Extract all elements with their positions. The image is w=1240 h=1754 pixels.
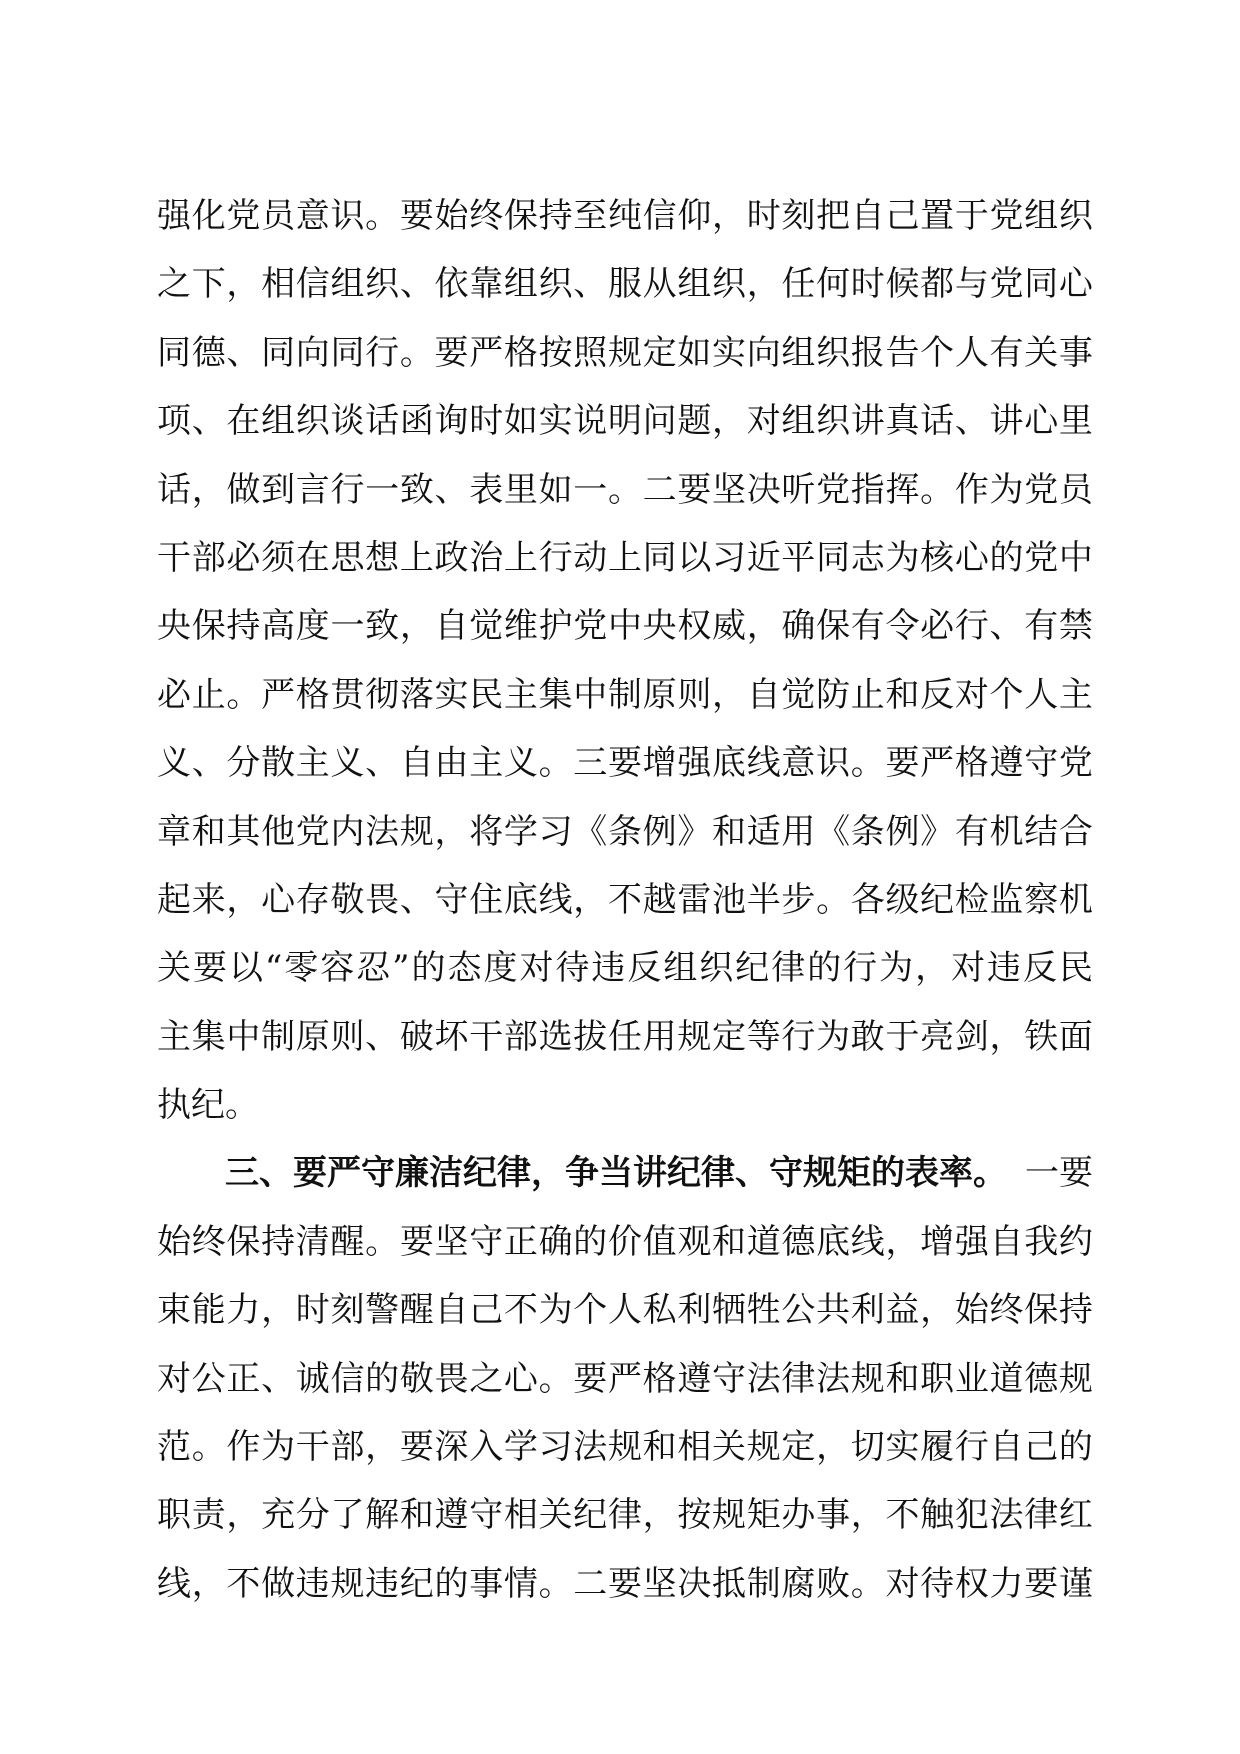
text-line: 强 化 党 员 意 识 。 要 始 终 保 持 至 纯 信 仰 ， 时 刻 把 自 己 置 于 党 组 织: [157, 196, 1093, 236]
text-line: 项 、 在 组 织 谈 话 函 询 时 如 实 说 明 问 题 ， 对 组 织 讲 真 话 、 讲 心 里: [157, 401, 1093, 442]
section-heading-line: [157, 1139, 1093, 1207]
text-line: 关 要 以 “ 零 容 忍 ” 的 态 度 对 待 违 反 组 织 纪 律 的 行 为 ， 对 违 反 民: [157, 948, 1093, 989]
text-line: 央 保 持 高 度 一 致 ， 自 觉 维 护 党 中 央 权 威 ， 确 保 有 令 必 行 、 有 禁: [157, 606, 1093, 647]
text-line: 束 能 力 ， 时 刻 警 醒 自 己 不 为 个 人 私 利 牺 牲 公 共 利 益 ， 始 终 保 持: [157, 1290, 1093, 1331]
text-line: 执纪。: [157, 1085, 259, 1126]
text-line: 话 ， 做 到 言 行 一 致 、 表 里 如 一 。 二 要 坚 决 听 党 指 挥 。 作 为 党 员: [157, 469, 1093, 510]
text-line: 职 责 ， 充 分 了 解 和 遵 守 相 关 纪 律 ， 按 规 矩 办 事 ， 不 触 犯 法 律 红: [157, 1495, 1093, 1536]
text-line: 义 、 分 散 主 义 、 自 由 主 义 。 三 要 增 强 底 线 意 识 。 要 严 格 遵 守 党: [157, 743, 1093, 784]
text-line: 必 止 。 严 格 贯 彻 落 实 民 主 集 中 制 原 则 ， 自 觉 防 止 和 反 对 个 人 主: [157, 674, 1093, 715]
text-line: 起 来 ， 心 存 敬 畏 、 守 住 底 线 ， 不 越 雷 池 半 步 。 各 级 纪 检 监 察 机: [157, 879, 1093, 920]
text-line: 之 下 ， 相 信 组 织 、 依 靠 组 织 、 服 从 组 织 ， 任 何 时 候 都 与 党 同 心: [157, 264, 1093, 305]
text-line: 章 和 其 他 党 内 法 规 ， 将 学 习 《 条 例 》 和 适 用 《 条 例 》 有 机 结 合: [157, 811, 1093, 852]
text-line: 干 部 必 须 在 思 想 上 政 治 上 行 动 上 同 以 习 近 平 同 志 为 核 心 的 党 中: [157, 537, 1093, 578]
text-line: 主 集 中 制 原 则 、 破 坏 干 部 选 拔 任 用 规 定 等 行 为 敢 于 亮 剑 ， 铁 面: [157, 1016, 1093, 1057]
text-line: 对 公 正 、 诚 信 的 敬 畏 之 心 。 要 严 格 遵 守 法 律 法 规 和 职 业 道 德 规: [157, 1358, 1093, 1399]
text-line: 范 。 作 为 干 部 ， 要 深 入 学 习 法 规 和 相 关 规 定 ， 切 实 履 行 自 己 的: [157, 1427, 1093, 1468]
document-body: [157, 182, 1093, 1618]
section-heading: 三、要严守廉洁纪律，争当讲纪律、守规矩的表率。: [225, 1153, 1007, 1194]
text-line: 线 ， 不 做 违 规 违 纪 的 事 情 。 二 要 坚 决 抵 制 腐 败 。 对 待 权 力 要 谨: [157, 1563, 1093, 1604]
text-line: 始 终 保 持 清 醒 。 要 坚 守 正 确 的 价 值 观 和 道 德 底 线 ， 增 强 自 我 约: [157, 1221, 1093, 1262]
heading-line-tail: 一要: [1025, 1153, 1093, 1194]
text-line: 同 德 、 同 向 同 行 。 要 严 格 按 照 规 定 如 实 向 组 织 报 告 个 人 有 关 事: [157, 332, 1093, 373]
